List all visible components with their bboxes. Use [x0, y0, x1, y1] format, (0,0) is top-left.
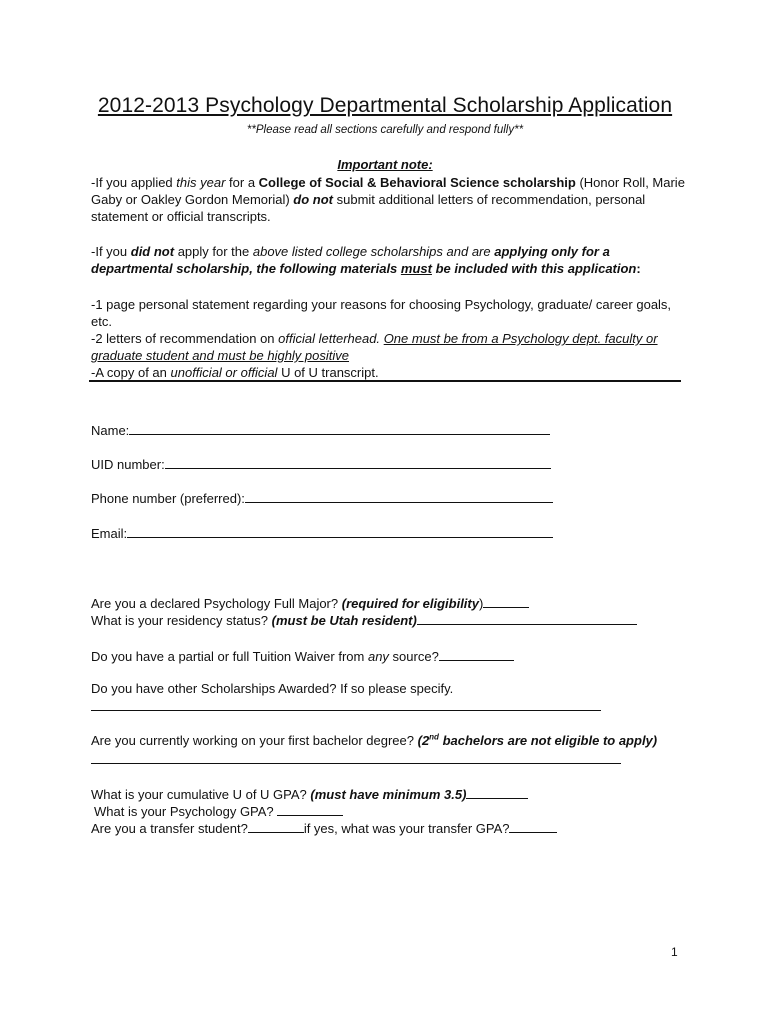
phone-input[interactable] — [245, 489, 553, 503]
requirement-transcript: -A copy of an unofficial or official U of U transcript. — [91, 365, 379, 380]
requirement-statement: -1 page personal statement regarding your reasons for choosing Psychology, graduate/ career goals, etc. — [91, 297, 672, 329]
residency-answer[interactable] — [417, 611, 637, 625]
subtitle: **Please read all sections carefully and respond fully** — [246, 124, 524, 136]
name-field[interactable] — [91, 421, 550, 438]
psych-gpa-question: What is your Psychology GPA? — [94, 802, 343, 819]
waiver-answer[interactable] — [439, 647, 514, 661]
name-label: Name: — [91, 423, 130, 438]
phone-field[interactable] — [91, 489, 553, 506]
email-field[interactable] — [91, 524, 553, 541]
other-scholarships-answer[interactable] — [91, 710, 601, 711]
psych-gpa-answer[interactable] — [277, 802, 343, 816]
transfer-question: Are you a transfer student? if yes, what was your transfer GPA? — [91, 819, 557, 836]
email-input[interactable] — [127, 524, 553, 538]
requirement-letters: -2 letters of recommendation on official letterhead. One must be from a Psychology dept. faculty or graduate student and must be highly positive — [91, 331, 658, 363]
transfer-answer[interactable] — [248, 819, 304, 833]
gpa-question: What is your cumulative U of U GPA? (must have minimum 3.5) — [91, 785, 528, 802]
page-number: 1 — [671, 945, 678, 959]
name-input[interactable] — [129, 421, 550, 435]
gpa-answer[interactable] — [466, 785, 528, 799]
uid-label: UID number: — [91, 457, 165, 472]
note-paragraph-3 — [91, 296, 691, 381]
waiver-question: Do you have a partial or full Tuition Waiver from any source? — [91, 647, 514, 664]
other-scholarships-question: Do you have other Scholarships Awarded? If so please specify. — [91, 681, 454, 696]
transfer-gpa-answer[interactable] — [509, 819, 557, 833]
bachelor-question: Are you currently working on your first bachelor degree? (2nd bachelors are not eligible to apply) — [91, 732, 658, 748]
page-title: 2012-2013 Psychology Departmental Scholarship Application — [97, 94, 673, 117]
major-answer[interactable] — [483, 594, 529, 608]
email-label: Email: — [91, 526, 128, 541]
uid-input[interactable] — [165, 455, 551, 469]
bachelor-answer[interactable] — [91, 763, 621, 764]
residency-question: What is your residency status? (must be Utah resident) — [91, 611, 637, 628]
note-paragraph-2: -If you did not apply for the above listed college scholarships and are applying only for a departmental scholarship, the following materials must be included with this application: — [91, 244, 641, 276]
phone-label: Phone number (preferred): — [91, 491, 245, 506]
uid-field[interactable] — [91, 455, 551, 472]
note-paragraph-1: -If you applied this year for a College of Social & Behavioral Science scholarship (Honor Roll, Marie Gaby or Oakley Gordon Memorial) do not submit additional letters of recommendation, personal statement or official transcripts. — [91, 175, 685, 224]
important-note-heading: Important note: — [337, 157, 433, 172]
section-divider — [89, 380, 681, 382]
major-question: Are you a declared Psychology Full Major? (required for eligibility) — [91, 594, 529, 611]
